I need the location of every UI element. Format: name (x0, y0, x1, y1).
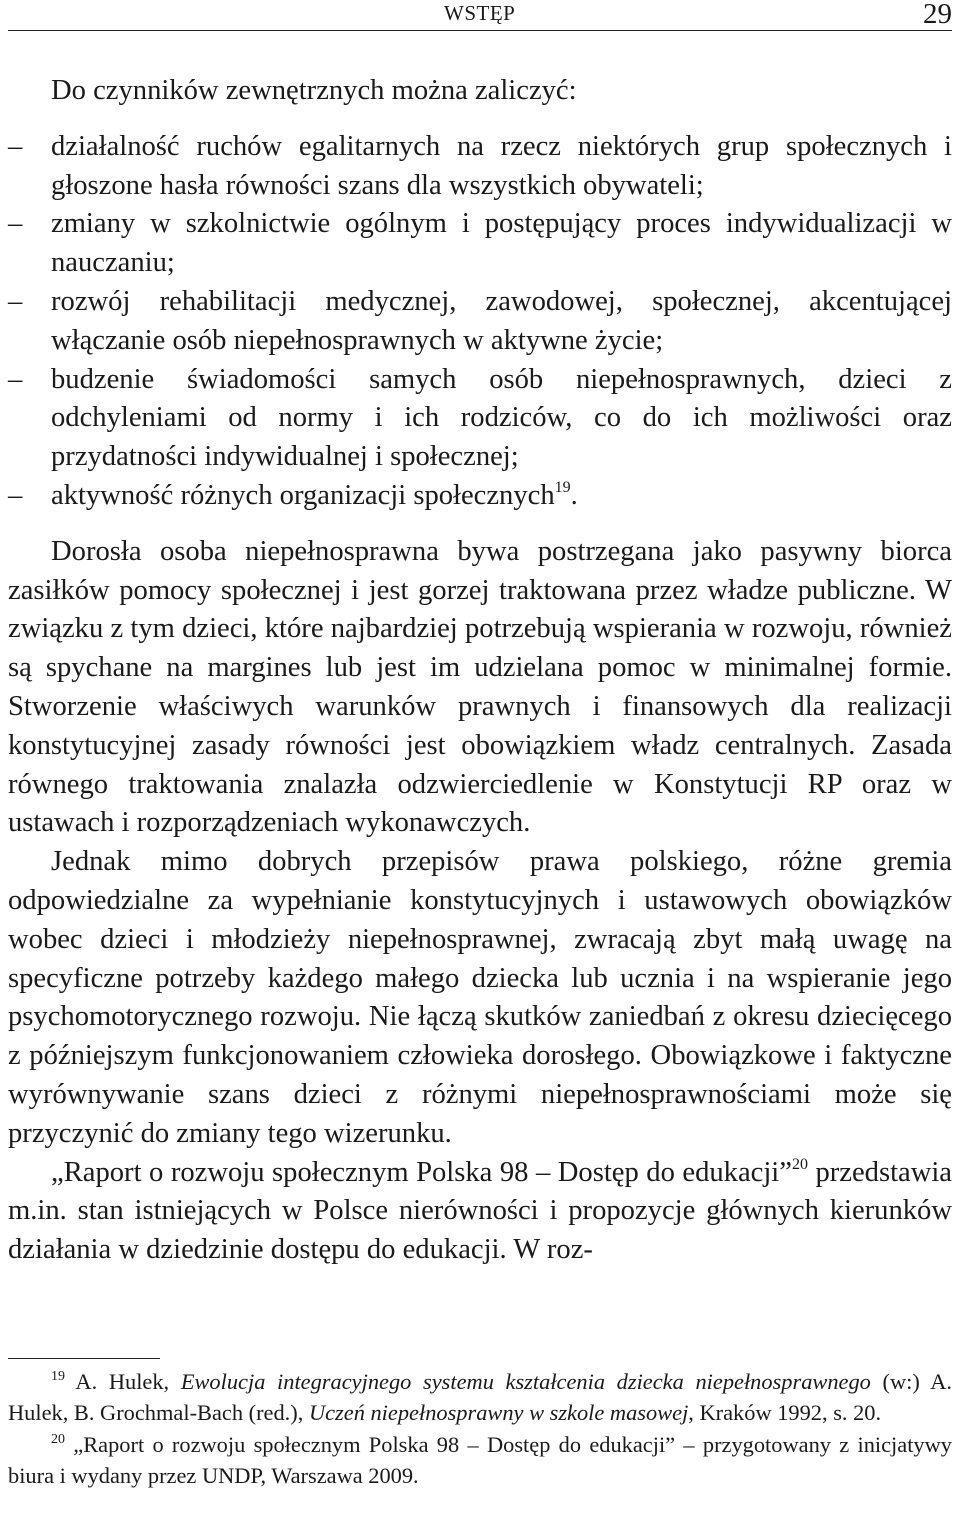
paragraph-3-rest: przedstawia m.in. stan istniejących w Polsce nierówności i propozycje głównych kierunków działania w dziedzinie dostępu do edukacji. W roz- (8, 1156, 952, 1266)
list-item (8, 361, 952, 477)
footnote-title-italic: Uczeń niepełnosprawny w szkole masowej (308, 1400, 689, 1426)
report-title-quote: „Raport o rozwoju społecznym Polska 98 – Dostęp do edukacji” (51, 1156, 792, 1188)
factor-list (8, 128, 952, 516)
dash-bullet: – (8, 208, 23, 240)
footnote-19 (8, 1366, 952, 1429)
page-number: 29 (923, 0, 952, 30)
paragraph-2: Jednak mimo dobrych przepisów prawa polskiego, różne gremia odpowiedzialne za wypełnianie konstytucyjnych i ustawowych obowiązków wobec dzieci i młodzieży niepełnosprawnej, zwracają zbyt małą uwagę na specyficzne potrzeby każdego małego dziecka lub ucznia i na wspieranie jego psychomotorycznego rozwoju. Nie łączą skutków zaniedbań z okresu dziecięcego z późniejszym funkcjonowaniem człowieka dorosłego. Obowiązkowe i faktyczne wyrównywanie szans dzieci z różnymi niepełnosprawnościami może się przyczynić do zmiany tego wizerunku. (8, 846, 952, 1149)
intro-sentence: Do czynników zewnętrznych można zaliczyć: (51, 75, 577, 106)
book-page (8, 0, 952, 1523)
footnote-ref-20[interactable]: 20 (791, 1155, 808, 1173)
list-item-text: rozwój rehabilitacji medycznej, zawodowej, społecznej, akcentującej włączanie osób niepełnosprawnych w aktywne życie; (51, 285, 952, 356)
chapter-title: WSTĘP (444, 1, 516, 25)
footnote-ref-19[interactable]: 19 (554, 478, 571, 496)
dash-bullet: – (8, 130, 23, 162)
footnote-20 (8, 1429, 952, 1492)
list-item-end: . (570, 479, 578, 511)
footnotes (8, 1366, 952, 1491)
list-item-text: aktywność różnych organizacji społecznych (51, 479, 555, 511)
list-item-text: zmiany w szkolnictwie ogólnym i postępujący proces indywidualizacji w nauczaniu; (51, 208, 952, 279)
footnote-number: 19 (51, 1369, 65, 1384)
list-item (8, 283, 952, 361)
footnote-text: (w:) A. Hulek, B. Grochmal-Bach (red.), (8, 1369, 952, 1426)
list-item-text: działalność ruchów egalitarnych na rzecz niektórych grup społecznych i głoszone hasła równości szans dla wszystkich obywateli; (51, 130, 952, 201)
list-item (8, 128, 952, 206)
footnote-number: 20 (51, 1431, 65, 1447)
list-item (8, 477, 952, 516)
dash-bullet: – (8, 363, 23, 395)
footnote-separator (8, 1358, 160, 1359)
dash-bullet: – (8, 479, 23, 511)
footnote-title-italic: Ewolucja integracyjnego systemu kształcenia dziecka niepełnosprawnego (180, 1369, 871, 1394)
list-item (8, 205, 952, 283)
main-text (8, 72, 952, 1270)
list-item-text: budzenie świadomości samych osób niepełnosprawnych, dzieci z odchyleniami od normy i ich rodziców, co do ich możliwości oraz przydatności indywidualnej i społecznej; (51, 363, 952, 473)
dash-bullet: – (8, 285, 23, 317)
paragraph-3 (8, 1154, 952, 1270)
footnote-text: „Raport o rozwoju społecznym Polska 98 – Dostęp do edukacji” – przygotowany z inicjatywy biura i wydany przez UNDP, Warszawa 2009. (8, 1431, 952, 1488)
footnote-text: , Kraków 1992, s. 20. (688, 1400, 882, 1426)
paragraph-1: Dorosła osoba niepełnosprawna bywa postrzegana jako pasywny biorca zasiłków pomocy społecznej i jest gorzej traktowana przez władze publiczne. W związku z tym dzieci, które najbardziej potrzebują wspierania w rozwoju, również są spychane na margines lub jest im udzielana pomoc w minimalnej formie. Stworzenie właściwych warunków prawnych i finansowych dla realizacji konstytucyjnej zasady równości jest obowiązkiem władz centralnych. Zasada równego traktowania znalazła odzwierciedlenie w Konstytucji RP oraz w ustawach i rozporządzeniach wykonawczych. (8, 535, 952, 839)
running-header (8, 0, 952, 31)
footnote-text: A. Hulek, (65, 1369, 181, 1394)
